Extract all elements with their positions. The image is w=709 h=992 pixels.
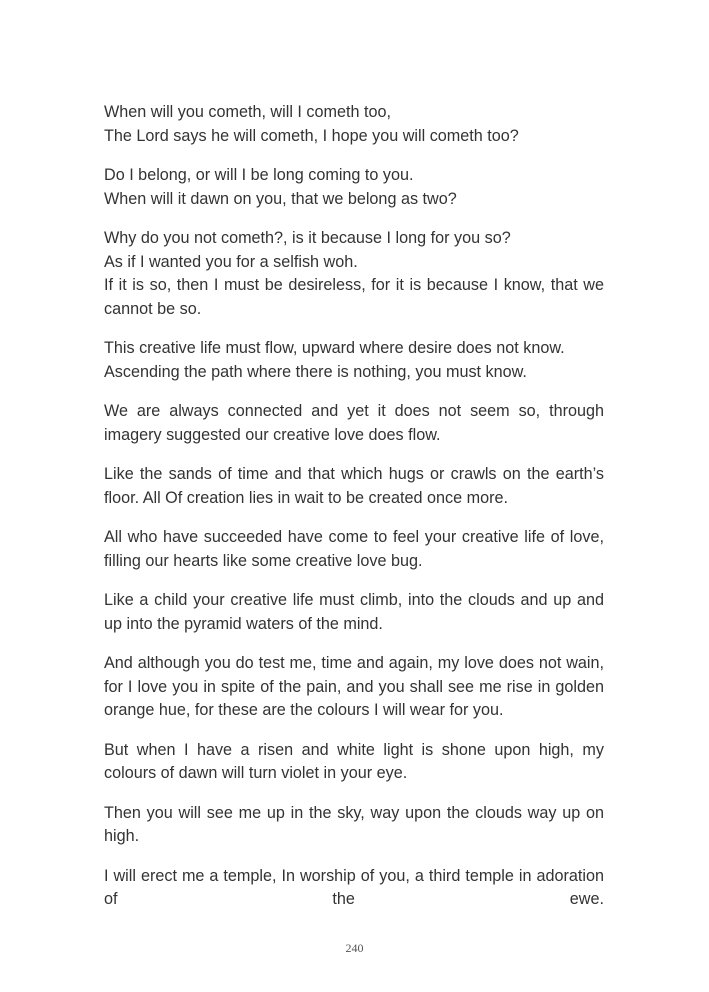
poem-line: of the ewe. bbox=[104, 890, 604, 908]
stanza-6: Like the sands of time and that which hugs or crawls on the earth’s floor. All Of creation lies in wait to be created once more. bbox=[104, 465, 604, 507]
poem-line: When will it dawn on you, that we belong as two? bbox=[104, 189, 457, 208]
poem-line: This creative life must flow, upward where desire does not know. bbox=[104, 339, 565, 357]
stanza-1 bbox=[104, 101, 604, 148]
poem-line: The Lord says he will cometh, I hope you will cometh too? bbox=[104, 126, 519, 145]
stanza-7: All who have succeeded have come to feel your creative life of love, filling our hearts like some creative love bug. bbox=[104, 528, 604, 570]
poem-line: Ascending the path where there is nothing, you must know. bbox=[104, 362, 527, 381]
stanza-12 bbox=[104, 865, 604, 912]
poem-line: When will you cometh, will I cometh too, bbox=[104, 103, 391, 121]
stanza-2 bbox=[104, 164, 604, 211]
stanza-8: Like a child your creative life must climb, into the clouds and up and up into the pyramid waters of the mind. bbox=[104, 591, 604, 633]
page-number: 240 bbox=[345, 941, 364, 955]
stanza-5: We are always connected and yet it does not seem so, through imagery suggested our creative love does flow. bbox=[104, 402, 604, 444]
poem-line: Do I belong, or will I be long coming to you. bbox=[104, 166, 414, 184]
stanza-10: But when I have a risen and white light is shone upon high, my colours of dawn will turn violet in your eye. bbox=[104, 740, 604, 782]
poem-body bbox=[104, 101, 604, 928]
stanza-9: And although you do test me, time and again, my love does not wain, for I love you in spite of the pain, and you shall see me rise in golden orange hue, for these are the colours I will wear for you. bbox=[104, 654, 604, 719]
stanza-11: Then you will see me up in the sky, way upon the clouds way up on high. bbox=[104, 803, 604, 845]
poem-line: I will erect me a temple, In worship of you, a third temple in adoration bbox=[104, 866, 604, 885]
stanza-3 bbox=[104, 227, 604, 321]
poem-line: As if I wanted you for a selfish woh. bbox=[104, 252, 358, 271]
stanza-4 bbox=[104, 337, 604, 384]
poem-paragraph: If it is so, then I must be desireless, for it is because I know, that we cannot be so. bbox=[104, 276, 604, 318]
poem-line: Why do you not cometh?, is it because I long for you so? bbox=[104, 229, 511, 247]
